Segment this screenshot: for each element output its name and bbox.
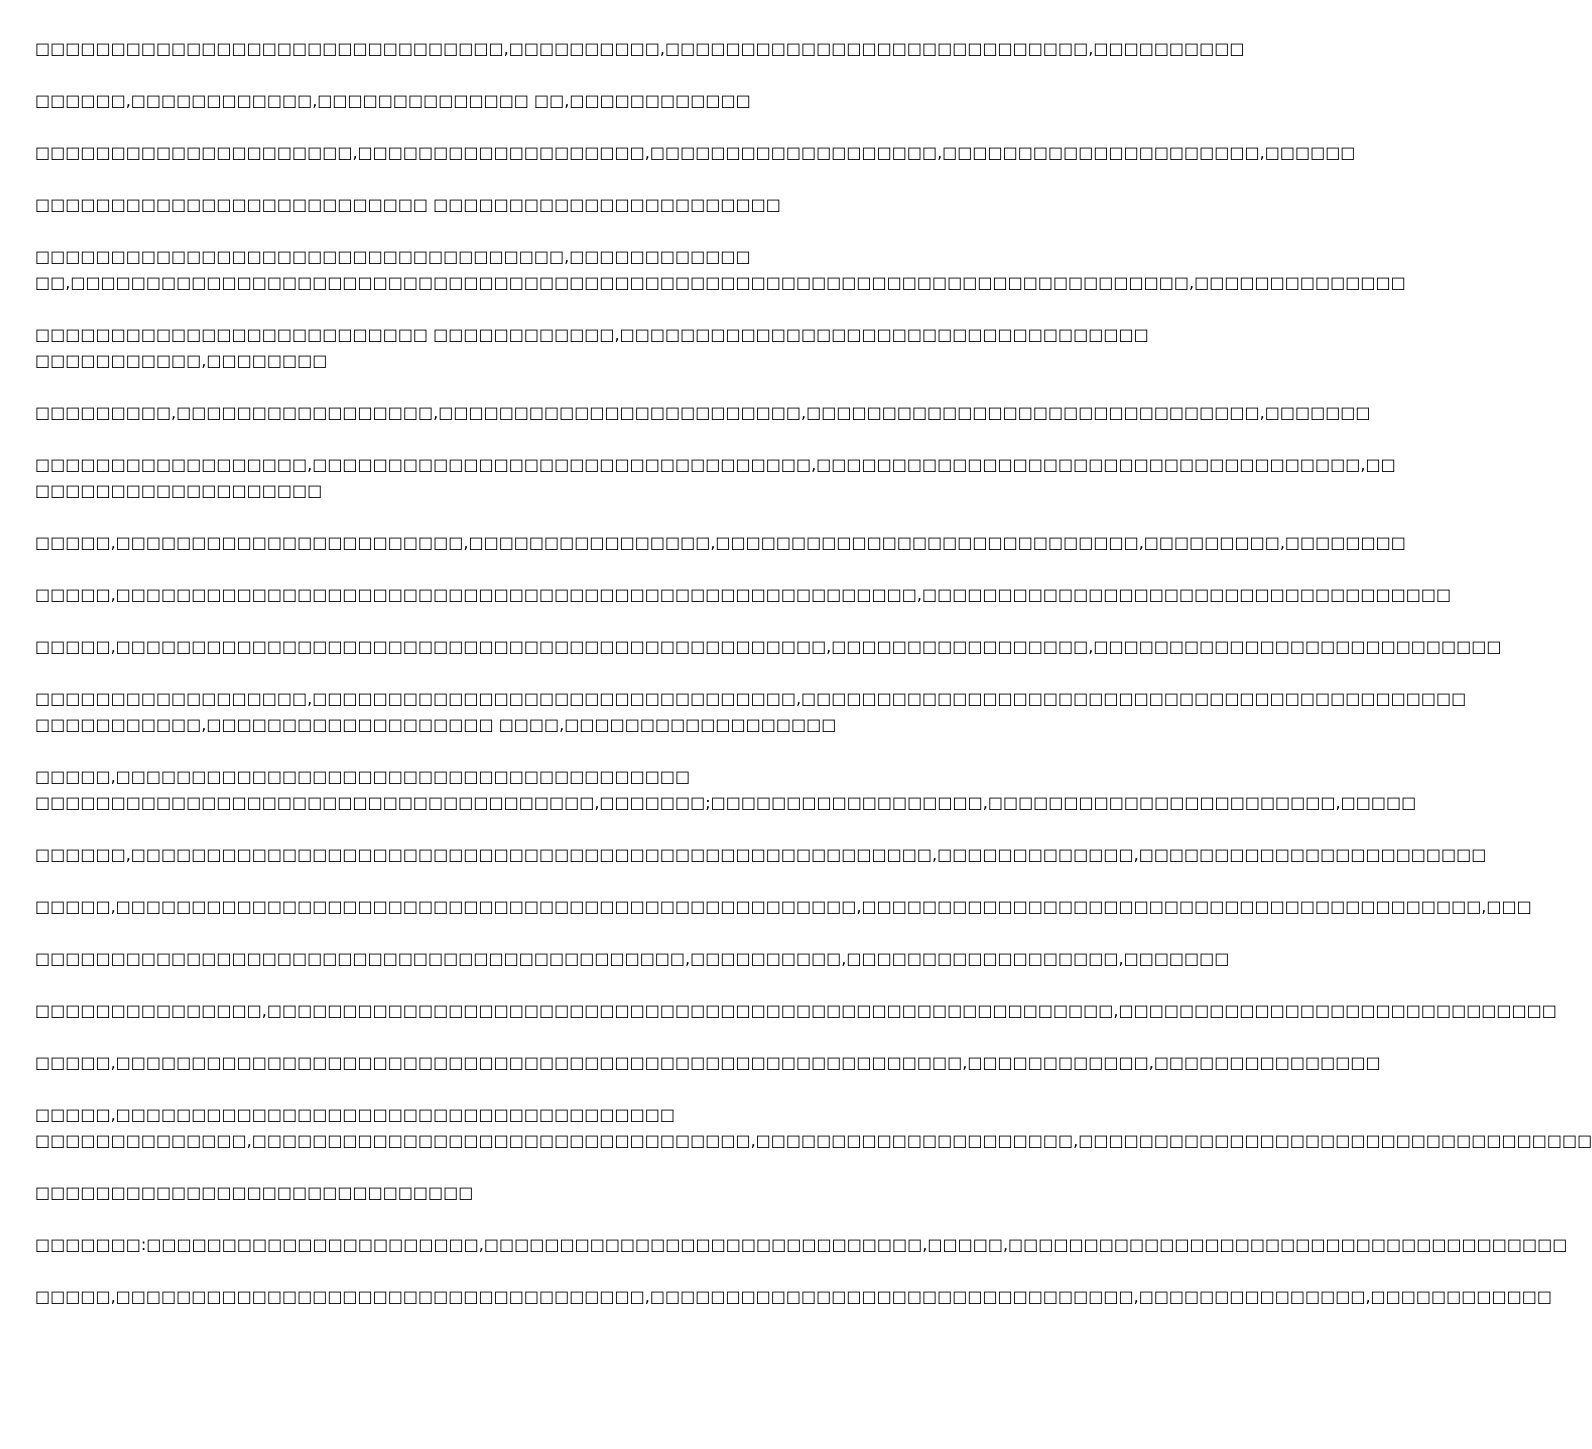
paragraph-7 [35,400,1371,426]
text-line: □□□□□,□□□□□□□□□□□□□□□□□□□□□□□□□□□□□□□□□□□□□□□□□□□□□□□□□□□□□,□□□□□□□□□□□□□□□□□□□□□□□□□□□□□□□□□□□ [35,585,1452,604]
text-line: □□,□□□□□□□□□□□□□□□□□□□□□□□□□□□□□□□□□□□□□□□□□□□□□□□□□□□□□□□□□□□□□□□□□□□□□□□□□□,□□□□□□□□□□□□□□ [35,273,1406,292]
text-line: □□□□□□□□□□□□□□□□□□,□□□□□□□□□□□□□□□□□□□□□□□□□□□□□□□□,□□□□□□□□□□□□□□□□□□□□□□□□□□□□□□□□□□□□□□□□□□□□ [35,689,1467,708]
text-line: □□□□□,□□□□□□□□□□□□□□□□□□□□□□□□□□□□□□□□□□□,□□□□□□□□□□□□□□□□□□□□□□□□□□□□□□□□,□□□□□□□□□□□□□□□,□□□□□□□□□□□□ [35,1287,1552,1306]
text-line: □□□□□□□□□□□□□□□,□□□□□□□□□□□□□□□□□□□□□□□□□□□□□□□□□□□□□□□□□□□□□□□□□□□□□□□□,□□□□□□□□□□□□□□□□□□□□□□□□□□□□□ [35,1001,1557,1020]
paragraph-15 [35,894,1532,920]
text-line: □□□□□□□□□□□□□□□□□□□□□□□□□□□□□□□□□□□□□□□□□□□,□□□□□□□□□□,□□□□□□□□□□□□□□□□□□,□□□□□□□ [35,949,1230,968]
paragraph-4 [35,192,989,218]
text-line: □□□□□□□□□□□□□□□□□□,□□□□□□□□□□□□□□□□□□□□□□□□□□□□□□□□□,□□□□□□□□□□□□□□□□□□□□□□□□□□□□□□□□□□□□,□□ [35,455,1396,474]
text-line: □□□□□,□□□□□□□□□□□□□□□□□□□□□□□□□□□□□□□□□□□□□□□□□□□□□□□□□,□□□□□□□□□□□□□□□□□□□□□□□□□□□□□□□□□□□□□□□□□,□□□ [35,897,1532,916]
paragraph-18 [35,1050,1381,1076]
paragraph-10 [35,582,1452,608]
text-line: □□□□□,□□□□□□□□□□□□□□□□□□□□□□□□□□□□□□□□□□□□□ [35,1105,676,1124]
text-line: □□□□□□,□□□□□□□□□□□□□□□□□□□□□□□□□□□□□□□□□□□□□□□□□□□□□□□□□□□□□,□□□□□□□□□□□□□,□□□□□□□□□□□□□□□□□□□□□□□ [35,845,1487,864]
paragraph-6 [35,322,1149,374]
text-line: □□□□□□,□□□□□□□□□□□□,□□□□□□□□□□□□□□ □□,□□□□□□□□□□□□ [35,91,751,110]
text-line: □□□□□,□□□□□□□□□□□□□□□□□□□□□□□□□□□□□□□□□□□□□□ [35,767,691,786]
document-body [35,36,1592,1336]
paragraph-5 [35,244,1406,296]
text-line: □□□□□□□□□□□,□□□□□□□□□□□□□□□□□□□ □□□□,□□□□□□□□□□□□□□□□□□ [35,715,837,734]
text-line: □□□□□,□□□□□□□□□□□□□□□□□□□□□□□,□□□□□□□□□□□□□□□□,□□□□□□□□□□□□□□□□□□□□□□□□□□□□,□□□□□□□□□,□□□□□□□□ [35,533,1406,552]
paragraph-9 [35,530,1406,556]
text-line: □□□□□□□□□□□□□□□□□□□□□□□□□□ □□□□□□□□□□□□□□□□□□□□□□□ [35,195,781,214]
text-line: □□□□□□□□□,□□□□□□□□□□□□□□□□□,□□□□□□□□□□□□□□□□□□□□□□□□,□□□□□□□□□□□□□□□□□□□□□□□□□□□□□□,□□□□□□□ [35,403,1371,422]
paragraph-2 [35,88,989,114]
paragraph-11 [35,634,1502,660]
paragraph-17 [35,998,1557,1024]
text-line: □□□□□□□□□□□□□□,□□□□□□□□□□□□□□□□□□□□□□□□□□□□□□□□□,□□□□□□□□□□□□□□□□□□□□□,□□□□□□□□□□□□□□□□□□□□□□□□□□□□□□□□□□ [35,1131,1592,1150]
text-line: □□□□□□□:□□□□□□□□□□□□□□□□□□□□□□,□□□□□□□□□□□□□□□□□□□□□□□□□□□□□,□□□□□,□□□□□□□□□□□□□□□□□□□□□□□□□□□□□□□□□□□□□ [35,1235,1568,1254]
paragraph-12 [35,686,1467,738]
text-line: □□□□□□□□□□□□□□□□□□□□□□□□□□□□□□□□□□□□□,□□□□□□□;□□□□□□□□□□□□□□□□□□,□□□□□□□□□□□□□□□□□□□□□□□,□□□□□ [35,793,1417,812]
paragraph-19 [35,1102,1592,1154]
text-line: □□□□□□□□□□□□□□□□□□□□□□□□□□ □□□□□□□□□□□□,□□□□□□□□□□□□□□□□□□□□□□□□□□□□□□□□□□□ [35,325,1149,344]
text-line: □□□□□□□□□□□□□□□□□□□□□,□□□□□□□□□□□□□□□□□□□,□□□□□□□□□□□□□□□□□□□,□□□□□□□□□□□□□□□□□□□□□,□□□□□□ [35,143,1356,162]
paragraph-3 [35,140,1356,166]
text-line: □□□□□□□□□□□□□□□□□□□□□□□□□□□□□□□□□□□,□□□□□□□□□□□□ [35,247,751,266]
text-line: □□□□□,□□□□□□□□□□□□□□□□□□□□□□□□□□□□□□□□□□□□□□□□□□□□□□□,□□□□□□□□□□□□□□□□□,□□□□□□□□□□□□□□□□□□□□□□□□□□□ [35,637,1502,656]
text-line: □□□□□□□□□□□□□□□□□□□□□□□□□□□□□ [35,1183,474,1202]
paragraph-1 [35,36,1245,62]
text-line: □□□□□,□□□□□□□□□□□□□□□□□□□□□□□□□□□□□□□□□□□□□□□□□□□□□□□□□□□□□□□□,□□□□□□□□□□□□,□□□□□□□□□□□□□□□ [35,1053,1381,1072]
paragraph-22 [35,1284,1552,1310]
text-line: □□□□□□□□□□□□□□□□□□□□□□□□□□□□□□□,□□□□□□□□□□,□□□□□□□□□□□□□□□□□□□□□□□□□□□□,□□□□□□□□□□ [35,39,1245,58]
paragraph-20 [35,1180,989,1206]
paragraph-14 [35,842,1487,868]
text-line: □□□□□□□□□□□□□□□□□□□ [35,481,323,500]
paragraph-13 [35,764,1417,816]
text-line: □□□□□□□□□□□,□□□□□□□□ [35,351,328,370]
paragraph-16 [35,946,1230,972]
paragraph-8 [35,452,1396,504]
paragraph-21 [35,1232,1568,1258]
